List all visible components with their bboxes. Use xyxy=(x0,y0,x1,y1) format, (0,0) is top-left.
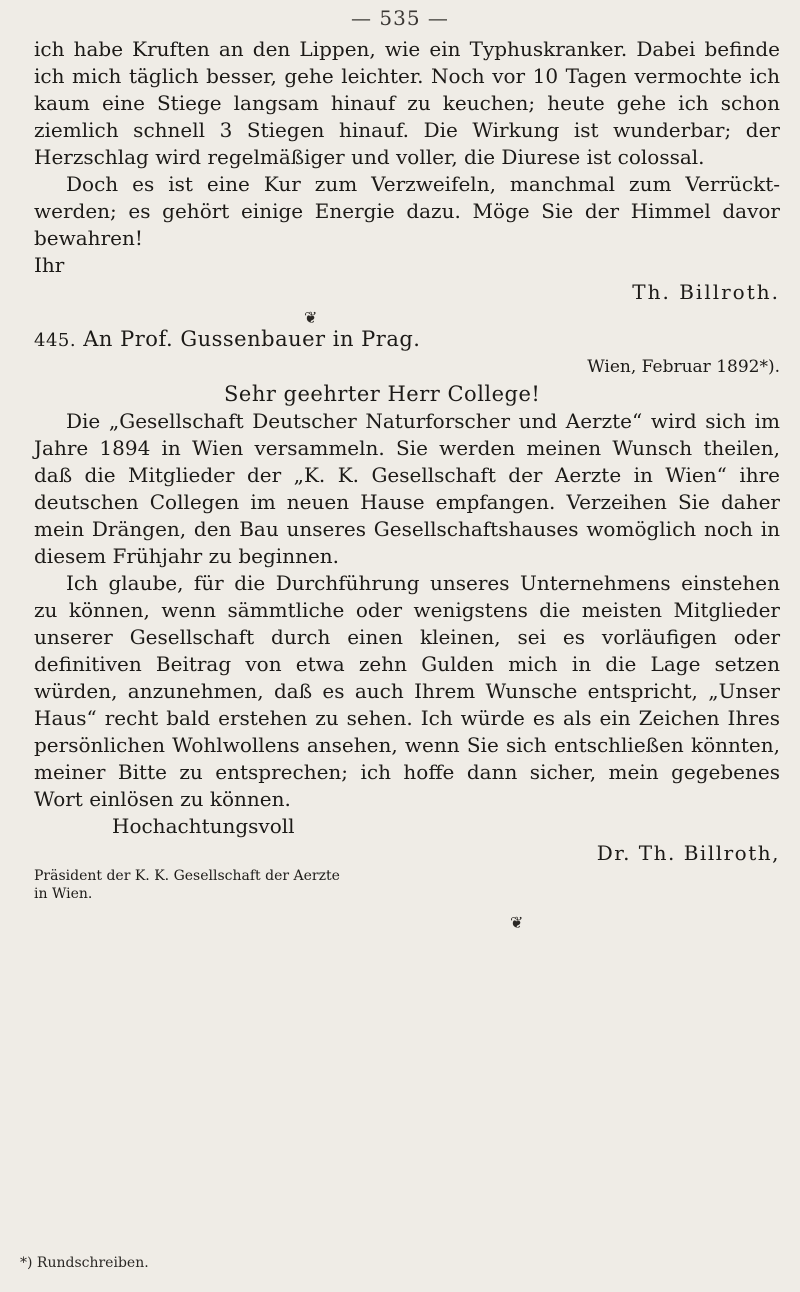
letter-block xyxy=(34,326,780,935)
letter-end-block xyxy=(34,36,780,330)
ornament-icon: ❦ xyxy=(510,913,524,932)
body-paragraph: Doch es ist eine Kur zum Verzweifeln, manchmal zum Verrückt-werden; es gehört einige Energie dazu. Möge Sie der Himmel davor bewahren! xyxy=(34,172,780,250)
footnote: *) Rundschreiben. xyxy=(20,1255,149,1271)
signature: Dr. Th. Billroth, xyxy=(596,841,780,865)
body-paragraph: Ich glaube, für die Durchführung unseres Unternehmens einstehen zu können, wenn sämmtliche oder wenigstens die meisten Mitglieder unserer Gesellschaft durch einen kleinen, sei es vorläufigen oder definitiven Beitrag von etwa zehn Gulden mich in die Lage setzen würden, anzunehmen, daß es auch Ihrem Wunsche entspricht, „Unser Haus“ recht bald erstehen zu sehen. Ich würde es als ein Zeichen Ihres persönlichen Wohlwollens ansehen, wenn Sie sich entschließen könnten, meiner Bitte zu entsprechen; ich hoffe dann sicher, mein gegebenes Wort einlösen zu können. xyxy=(34,571,780,811)
letter-number: 445. xyxy=(34,330,77,351)
body-paragraph: ich habe Kruften an den Lippen, wie ein Typhuskranker. Dabei befinde ich mich täglich besser, gehe leichter. Noch vor 10 Tagen vermochte ich kaum eine Stiege langsam hinauf zu keuchen; heute gehe ich schon ziemlich schnell 3 Stiegen hinauf. Die Wirkung ist wunderbar; der Herzschlag wird regelmäßiger und voller, die Diurese ist colossal. xyxy=(34,37,780,169)
letter-heading xyxy=(34,326,780,354)
signature-title: Präsident der K. K. Gesellschaft der Aerzte xyxy=(34,868,340,884)
signature-title: in Wien. xyxy=(34,886,93,902)
letter-title: An Prof. Gussenbauer in Prag. xyxy=(83,327,421,351)
page-number: — 535 — xyxy=(351,6,449,30)
ornament-icon: ❦ xyxy=(304,308,318,327)
salutation: Sehr geehrter Herr College! xyxy=(224,382,541,406)
letter-date: Wien, Februar 1892*). xyxy=(587,357,780,377)
closing-line: Ihr xyxy=(34,253,65,277)
body-paragraph: Die „Gesellschaft Deutscher Naturforscher und Aerzte“ wird sich im Jahre 1894 in Wien versammeln. Sie werden meinen Wunsch theilen, daß die Mitglieder der „K. K. Gesellschaft der Aerzte in Wien“ ihre deutschen Collegen im neuen Hause empfangen. Verzeihen Sie daher mein Drängen, den Bau unseres Gesellschaftshauses womöglich noch in diesem Frühjahr zu beginnen. xyxy=(34,409,780,568)
signature: Th. Billroth. xyxy=(632,280,780,304)
closing-line: Hochachtungsvoll xyxy=(112,814,295,838)
